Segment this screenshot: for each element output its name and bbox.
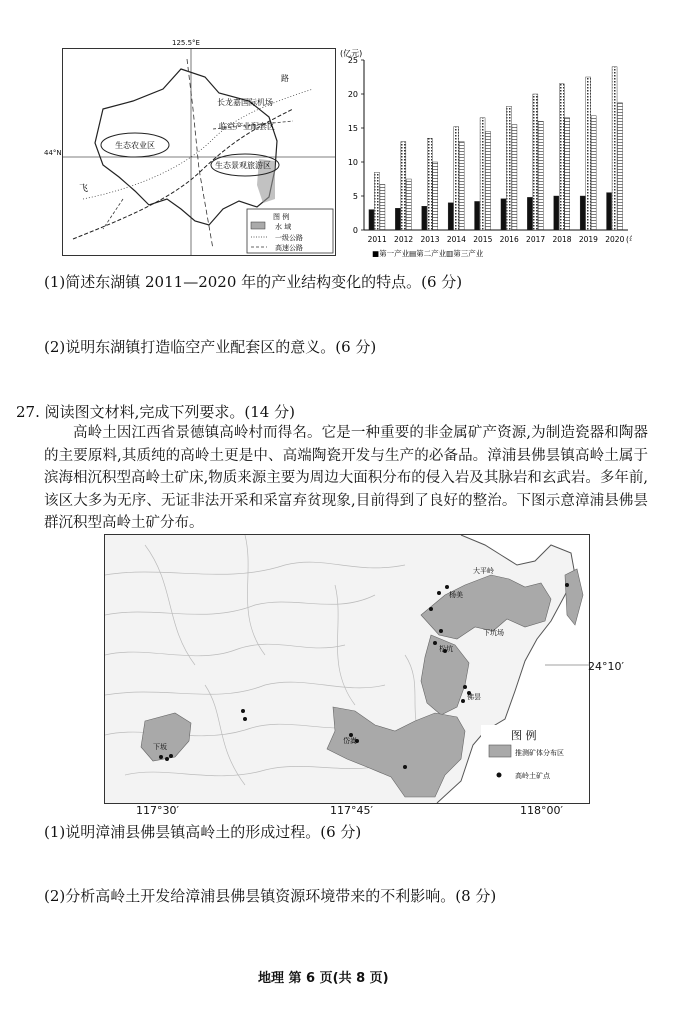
bar-2 [454,127,459,230]
place-dapingling: 大平岭 [473,567,494,575]
y-tick-label: 15 [347,124,358,133]
bar-2 [533,94,538,230]
place-xiakengchang: 下坑场 [483,629,504,637]
bar-3 [433,162,438,230]
map1-legend-title: 图 例 [273,213,290,221]
place-fotan: 佛昙 [467,693,481,701]
bar-2 [506,106,511,230]
legend-ore-point: 高岭土矿点 [515,772,550,780]
bar-1 [422,206,427,230]
bar-1 [501,199,506,230]
x-tick-label: 2013 [420,235,440,244]
bar-3 [512,125,517,230]
legend-road1: 一级公路 [275,234,303,242]
map2-lon1: 117°30′ [136,804,179,817]
bar-1 [607,193,612,230]
q27-part1: (1)说明漳浦县佛昙镇高岭土的形成过程。(6 分) [44,823,362,841]
fei-label: 飞 [79,184,89,194]
map2-lat: 24°10′ [588,660,624,673]
dong-hu-map [62,48,336,256]
x-tick-label: 2014 [446,235,466,244]
eco-agri-label: 生态农业区 [115,141,155,150]
bar-2 [374,172,379,230]
q27-title: 27. 阅读图文材料,完成下列要求。(14 分) [16,403,295,421]
airport-label: 长龙嘉国际机场 [217,98,273,107]
lat-label [62,149,63,157]
eco-view-label: 生态景观旅游区 [215,161,271,170]
map2-lon3: 118°00′ [520,804,563,817]
x-tick-label: 2018 [552,235,572,244]
q26-part2: (2)说明东湖镇打造临空产业配套区的意义。(6 分) [44,338,377,356]
x-tick-label: 2015 [473,235,493,244]
y-unit: (亿元) [340,49,363,58]
bar-3 [380,184,385,230]
kaolin-map [104,534,590,804]
y-tick-label: 20 [347,90,358,99]
bar-3 [565,118,570,230]
industry-bar-chart [338,48,632,266]
y-tick-label: 25 [347,56,358,65]
bar-1 [527,197,532,230]
bar-2 [559,84,564,230]
map2-legend-title: 图 例 [511,729,537,742]
legend-highway: 高速公路 [275,244,303,252]
x-tick-label: 2016 [499,235,519,244]
x-tick-label: 2012 [394,235,414,244]
y-tick-label: 10 [347,158,358,167]
bar-2 [427,138,432,230]
place-daisong: 岱嵩 [343,737,357,745]
y-tick-label: 5 [352,192,358,201]
industry-label: 临空产业配套区 [219,122,275,131]
bar-1 [448,203,453,230]
x-tick-label: 2011 [367,235,387,244]
bar-1 [580,196,585,230]
q26-part1: (1)简述东湖镇 2011—2020 年的产业结构变化的特点。(6 分) [44,273,463,291]
y-tick-label: 0 [352,226,358,235]
page-footer: 地理 第 6 页(共 8 页) [258,971,389,986]
bar-3 [459,142,464,230]
lat-label-left: 44°N [44,149,62,157]
bar-1 [395,208,400,230]
bar-3 [406,179,411,230]
q27-paragraph: 高岭土因江西省景德镇高岭村而得名。它是一种重要的非金属矿产资源,为制造瓷器和陶器的主要原料,其质纯的高岭土更是中、高端陶瓷开发与生产的必备品。漳浦县佛昙镇高岭土属于滨海相沉积型高岭土矿床,物质来源主要为周边大面积分布的侵入岩及其脉岩和玄武岩。多年前,该区大多为无序、无证非法开采和采富弃贫现象,目前得到了良好的整治。下图示意漳浦县佛昙群沉积型高岭土矿分布。 [44,425,648,531]
road-label: 路 [281,74,289,83]
x-unit: ( [626,235,629,244]
legend: ■第一产业▤第二产业▥第三产业 [372,249,484,258]
place-yangmei: 杨美 [449,591,463,599]
bar-1 [475,201,480,230]
q27-part2: (2)分析高岭土开发给漳浦县佛昙镇资源环境带来的不利影响。(8 分) [44,887,497,905]
bar-3 [591,116,596,230]
bar-1 [554,196,559,230]
place-xiaban: 下坂 [153,743,167,751]
legend-ore-area: 推测矿体分布区 [515,749,564,757]
map2-lon2: 117°45′ [330,804,373,817]
bar-3 [486,131,491,230]
bar-1 [369,210,374,230]
bar-3 [618,103,623,230]
bar-2 [612,67,617,230]
bar-2 [480,118,485,230]
x-tick-label: 2020 [605,235,625,244]
place-songkeng: 松坑 [439,645,453,653]
legend-water: 水 域 [275,223,292,231]
bar-3 [538,121,543,230]
x-tick-label: 2019 [578,235,598,244]
x-tick-label: 2017 [526,235,546,244]
bar-2 [586,77,591,230]
lon-label-top: 125.5°E [172,39,200,47]
bar-2 [401,142,406,230]
